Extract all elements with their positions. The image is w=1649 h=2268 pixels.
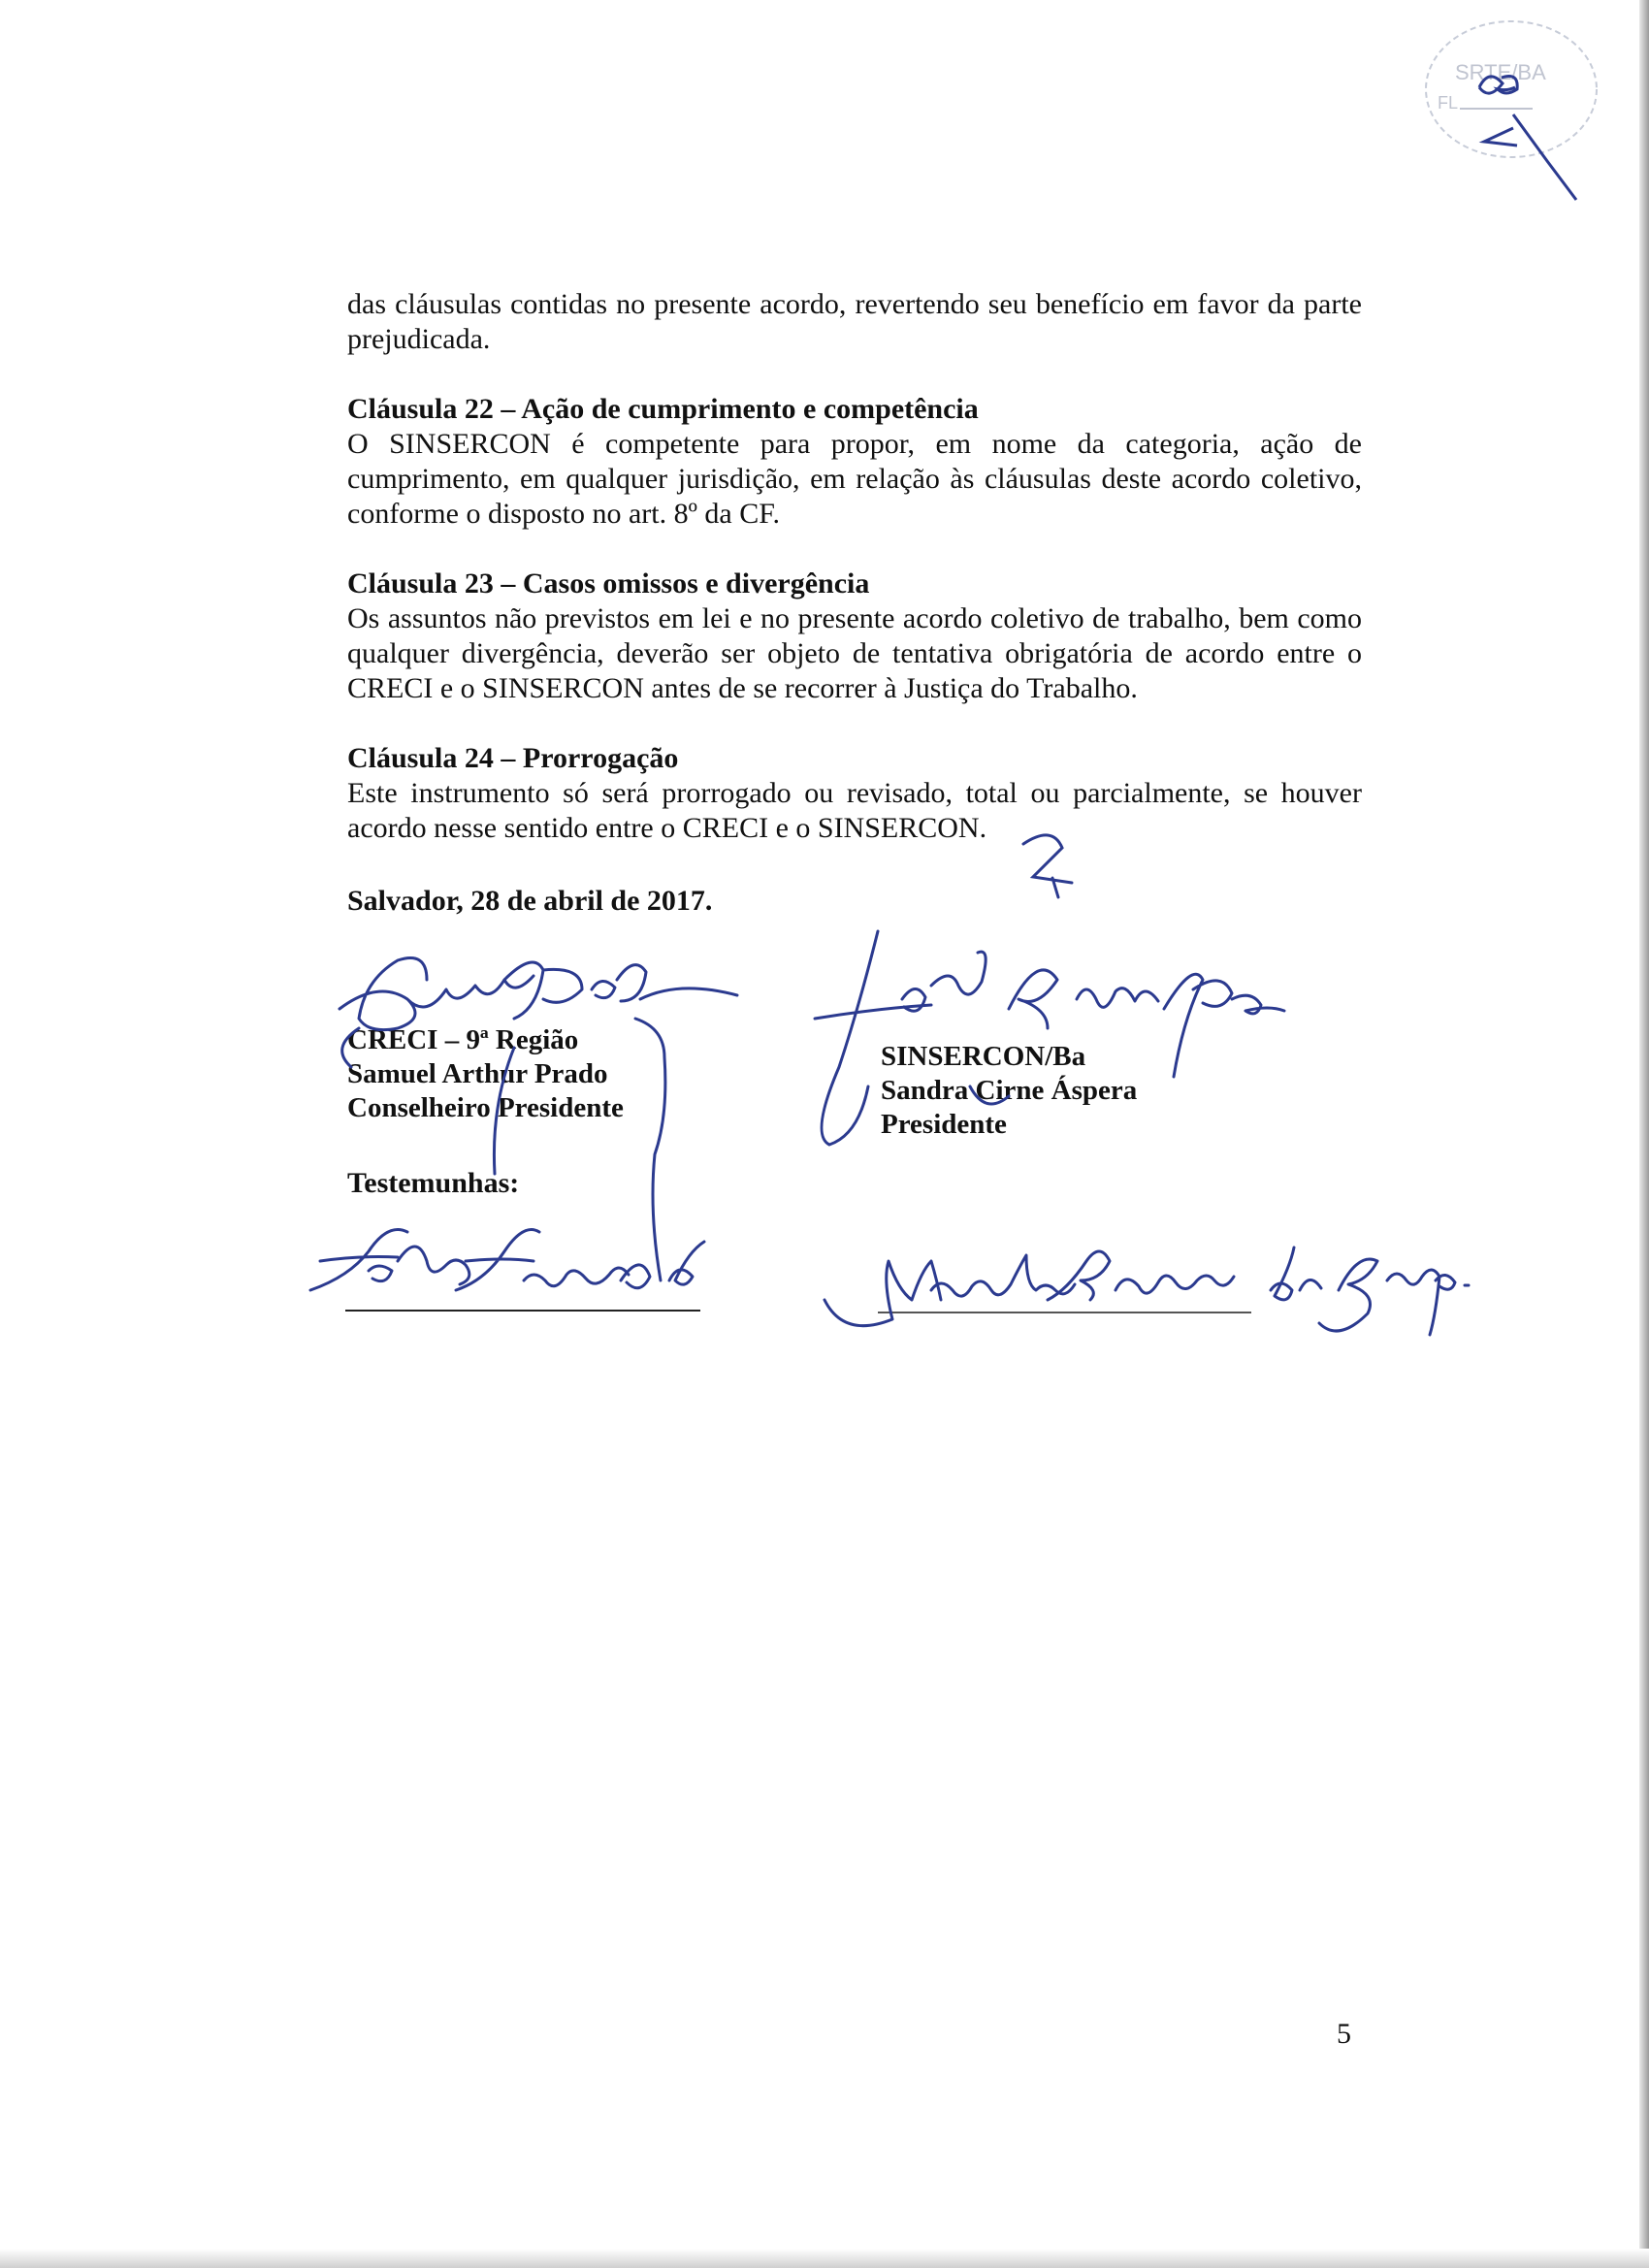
clause-24-heading: Cláusula 24 – Prorrogação xyxy=(347,742,679,774)
signatory-sinsercon-org: SINSERCON/Ba xyxy=(881,1041,1086,1072)
clause-23-body: Os assuntos não previstos em lei e no presente acordo coletivo de trabalho, bem como qualquer divergência, deverão ser objeto de tentativa obrigatória de acordo entre o CRECI e o SINSERCON antes de se recorrer à Justiça do Trabalho. xyxy=(347,602,1362,704)
signature-witness-marileide xyxy=(824,1247,1469,1335)
page-number: 5 xyxy=(1337,2018,1351,2050)
clause-22-heading: Cláusula 22 – Ação de cumprimento e competência xyxy=(347,393,979,425)
signature-witness-fabio xyxy=(310,1230,704,1291)
signatory-creci-name: Samuel Arthur Prado xyxy=(347,1058,608,1089)
svg-text:SRTE/BA: SRTE/BA xyxy=(1455,60,1546,84)
clause-23 xyxy=(347,567,1362,706)
continuation-text: das cláusulas contidas no presente acordo, revertendo seu benefício em favor da parte prejudicada. xyxy=(347,288,1362,355)
clause-21-continuation xyxy=(347,287,1362,357)
svg-text:FL: FL xyxy=(1438,93,1459,113)
folio-stamp xyxy=(0,0,1649,252)
signatory-creci-role: Conselheiro Presidente xyxy=(347,1092,624,1123)
clause-23-heading: Cláusula 23 – Casos omissos e divergência xyxy=(347,567,870,599)
witness-2-line xyxy=(878,1312,1251,1313)
clause-24-body: Este instrumento só será prorrogado ou revisado, total ou parcialmente, se houver acordo nesse sentido entre o CRECI e o SINSERCON. xyxy=(347,777,1362,844)
witnesses-label: Testemunhas: xyxy=(347,1167,520,1199)
clause-22 xyxy=(347,392,1362,532)
signatory-sinsercon-name: Sandra Cirne Áspera xyxy=(881,1075,1138,1106)
scan-edge-bottom xyxy=(0,2249,1649,2268)
witness-1-line xyxy=(345,1310,700,1312)
signatory-creci xyxy=(347,1023,624,1125)
signatory-sinsercon xyxy=(881,1040,1137,1142)
clause-24 xyxy=(347,741,1362,846)
scan-edge-right xyxy=(1639,0,1649,2268)
signatory-creci-org: CRECI – 9ª Região xyxy=(347,1024,579,1055)
clause-22-body: O SINSERCON é competente para propor, em nome da categoria, ação de cumprimento, em qualquer jurisdição, em relação às cláusulas deste acordo coletivo, conforme o disposto no art. 8º da CF. xyxy=(347,428,1362,530)
signatory-sinsercon-role: Presidente xyxy=(881,1109,1007,1140)
date-line: Salvador, 28 de abril de 2017. xyxy=(347,885,713,917)
